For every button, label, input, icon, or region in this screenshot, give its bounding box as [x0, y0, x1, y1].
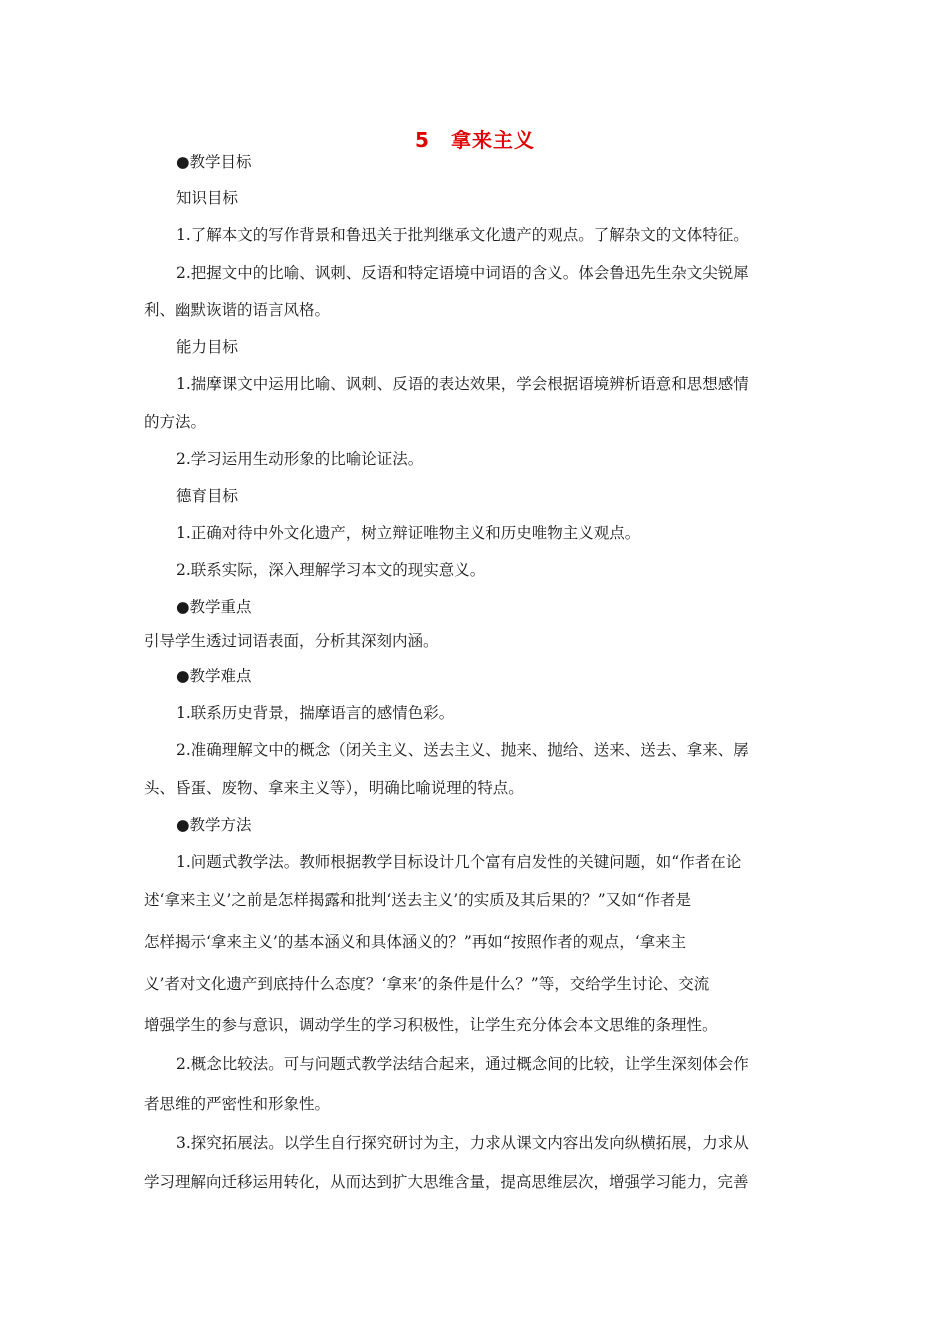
paragraph-line: 怎样揭示‘拿来主义’的基本涵义和具体涵义的？”再如“按照作者的观点，‘拿来主: [144, 933, 687, 951]
section-heading-objectives: ●教学目标: [176, 153, 252, 171]
paragraph-line: 1.联系历史背景，揣摩语言的感情色彩。: [176, 704, 455, 722]
paragraph-line: 2.把握文中的比喻、讽刺、反语和特定语境中词语的含义。体会鲁迅先生杂文尖锐犀: [176, 264, 749, 282]
paragraph-line: 者思维的严密性和形象性。: [144, 1095, 331, 1113]
paragraph-line: 学习理解向迁移运用转化，从而达到扩大思维含量，提高思维层次，增强学习能力，完善: [144, 1173, 749, 1191]
paragraph-line: 1.正确对待中外文化遗产，树立辩证唯物主义和历史唯物主义观点。: [176, 524, 641, 542]
paragraph-line: 利、幽默诙谐的语言风格。: [144, 301, 331, 319]
paragraph-line: 头、昏蛋、废物、拿来主义等），明确比喻说理的特点。: [144, 779, 524, 797]
subheading-knowledge: 知识目标: [176, 189, 239, 207]
section-heading-methods: ●教学方法: [176, 816, 252, 834]
paragraph-line: 1.问题式教学法。教师根据教学目标设计几个富有启发性的关键问题，如“作者在论: [176, 853, 742, 871]
paragraph-line: 2.准确理解文中的概念（闭关主义、送去主义、抛来、抛给、送来、送去、拿来、孱: [176, 741, 749, 759]
paragraph-line: 2.概念比较法。可与问题式教学法结合起来，通过概念间的比较，让学生深刻体会作: [176, 1055, 749, 1073]
section-heading-key-points: ●教学重点: [176, 598, 252, 616]
section-heading-difficulties: ●教学难点: [176, 667, 252, 685]
paragraph-line: 引导学生透过词语表面，分析其深刻内涵。: [144, 632, 439, 650]
paragraph-line: 的方法。: [144, 413, 207, 431]
paragraph-line: 3.探究拓展法。以学生自行探究研讨为主，力求从课文内容出发向纵横拓展，力求从: [176, 1134, 749, 1152]
paragraph-line: 1.了解本文的写作背景和鲁迅关于批判继承文化遗产的观点。了解杂文的文体特征。: [176, 226, 749, 244]
paragraph-line: 义’者对文化遗产到底持什么态度？‘拿来’的条件是什么？”等，交给学生讨论、交流: [144, 975, 710, 993]
subheading-ability: 能力目标: [176, 338, 239, 356]
paragraph-line: 2.学习运用生动形象的比喻论证法。: [176, 450, 424, 468]
subheading-moral: 德育目标: [176, 487, 239, 505]
page-title: 5 拿来主义: [415, 128, 535, 152]
paragraph-line: 2.联系实际，深入理解学习本文的现实意义。: [176, 561, 486, 579]
paragraph-line: 述‘拿来主义’之前是怎样揭露和批判‘送去主义’的实质及其后果的？”又如“作者是: [144, 891, 692, 909]
paragraph-line: 1.揣摩课文中运用比喻、讽刺、反语的表达效果，学会根据语境辨析语意和思想感情: [176, 375, 749, 393]
paragraph-line: 增强学生的参与意识，调动学生的学习积极性，让学生充分体会本文思维的条理性。: [144, 1016, 718, 1034]
